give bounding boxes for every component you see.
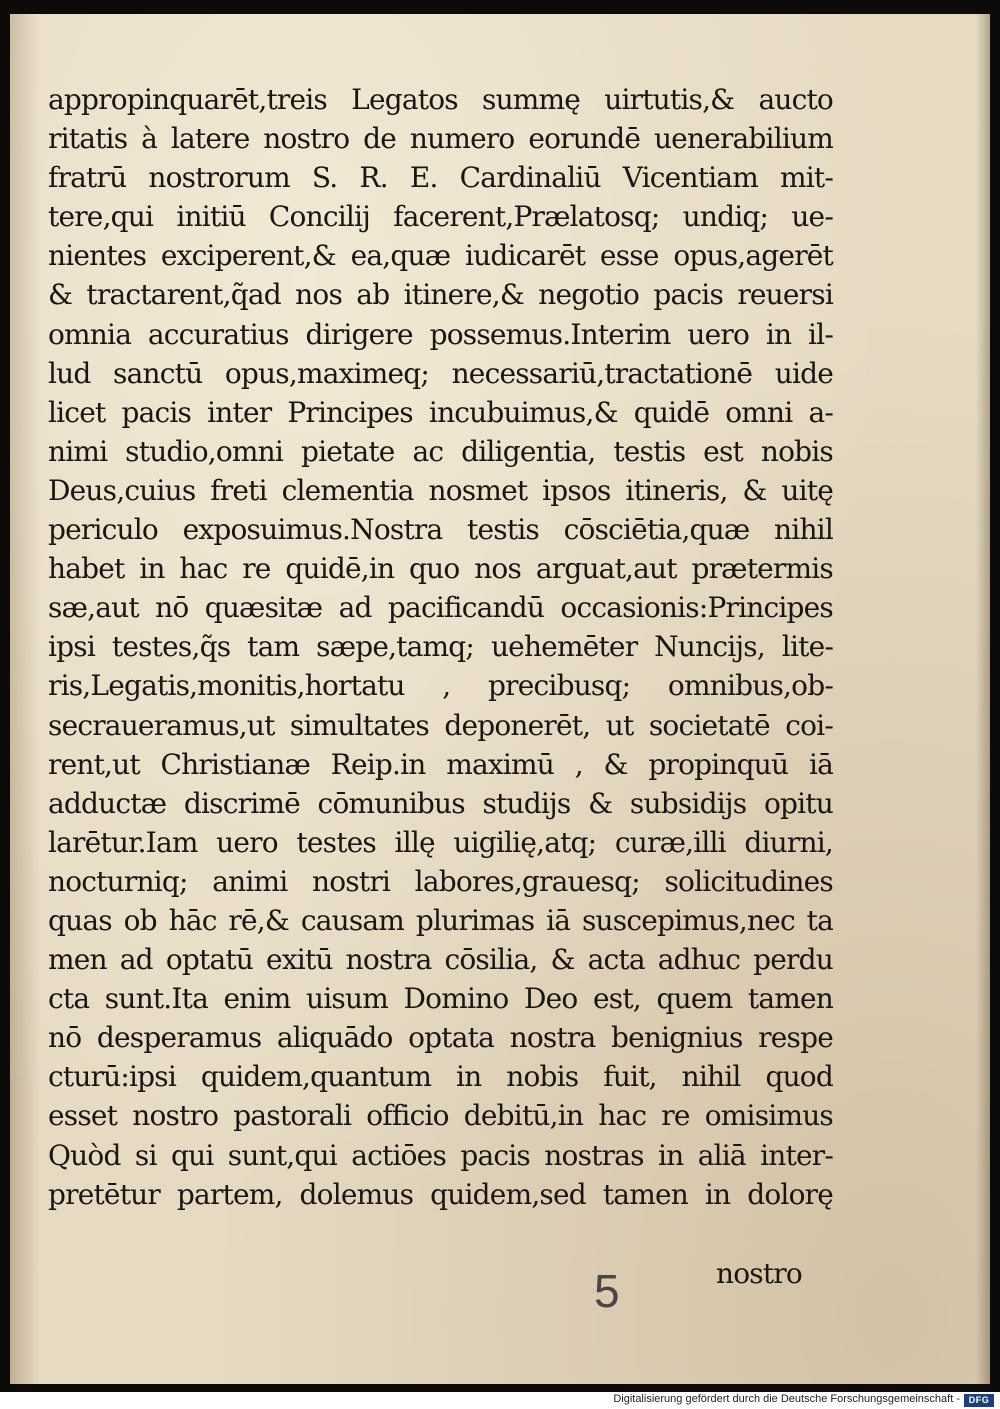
text-line: nocturniq; animi nostri labores,grauesq; solicitudines	[48, 864, 833, 898]
text-line: sæ,aut nō quæsitæ ad pacificandū occasionis:Principes	[48, 591, 833, 625]
text-line: ipsi testes,q̃s tam sæpe,tamq; uehemēter Nuncijs, lite-	[48, 630, 833, 664]
text-line: cturū:ipsi quidem,quantum in nobis fuit, nihil quod	[48, 1060, 833, 1094]
text-block	[48, 80, 833, 1214]
text-line: secraueramus,ut simultates deponerēt, ut societatē coi-	[48, 708, 833, 742]
text-line: ris,Legatis,monitis,hortatu , precibusq; omnibus,ob-	[48, 669, 833, 703]
dfg-logo-icon: DFG	[964, 1394, 994, 1407]
text-line: larētur.Iam uero testes illę uigilię,atq; curæ,illi diurni,	[48, 825, 833, 859]
text-line: rent,ut Christianæ Reip.in maximū , & propinquū iā	[48, 747, 833, 781]
text-line: tere,qui initiū Concilij facerent,Prælatosq; undiq; ue-	[48, 200, 833, 234]
text-line: nimi studio,omni pietate ac diligentia, testis est nobis	[48, 434, 833, 468]
text-line: lud sanctū opus,maximeq; necessariū,tractationē uide	[48, 356, 833, 390]
text-line: Deus,cuius freti clementia nosmet ipsos itineris, & uitę	[48, 473, 833, 507]
text-line: ritatis à latere nostro de numero eorundē uenerabilium	[48, 122, 833, 156]
folio-number: 5	[594, 1265, 620, 1317]
text-line: habet in hac re quidē,in quo nos arguat,aut prætermis	[48, 552, 833, 586]
text-line: periculo exposuimus.Nostra testis cōsciētia,quæ nihil	[48, 513, 833, 547]
text-line: adductæ discrimē cōmunibus studijs & subsidijs opitu	[48, 786, 833, 820]
text-line: & tractarent,q̃ad nos ab itinere,& negotio pacis reuersi	[48, 278, 833, 312]
text-line: nō desperamus aliquādo optata nostra benignius respe	[48, 1021, 833, 1055]
digitization-footer	[0, 1392, 1000, 1409]
text-line: pretētur partem, dolemus quidem,sed tamen in dolorę	[48, 1177, 833, 1211]
footer-credit: Digitalisierung gefördert durch die Deutsche Forschungsgemeinschaft -	[613, 1393, 960, 1405]
text-line: cta sunt.Ita enim uisum Domino Deo est, quem tamen	[48, 982, 833, 1016]
text-line: esset nostro pastorali officio debitū,in hac re omisimus	[48, 1099, 833, 1133]
text-line: nientes exciperent,& ea,quæ iudicarēt esse opus,agerēt	[48, 239, 833, 273]
book-page	[10, 14, 990, 1384]
text-line: quas ob hāc rē,& causam plurimas iā suscepimus,nec ta	[48, 903, 833, 937]
text-line: Quòd si qui sunt,qui actiōes pacis nostras in aliā inter-	[48, 1138, 833, 1172]
text-line: licet pacis inter Principes incubuimus,& quidē omni a-	[48, 395, 833, 429]
page-edge-shadow	[976, 14, 990, 1384]
catchword: nostro	[716, 1257, 802, 1290]
text-line: fratrū nostrorum S. R. E. Cardinaliū Vicentiam mit-	[48, 161, 833, 195]
text-line: men ad optatū exitū nostra cōsilia, & acta adhuc perdu	[48, 943, 833, 977]
text-line: omnia accuratius dirigere possemus.Interim uero in il-	[48, 317, 833, 351]
text-line: appropinquarēt,treis Legatos summę uirtutis,& aucto	[48, 83, 833, 116]
